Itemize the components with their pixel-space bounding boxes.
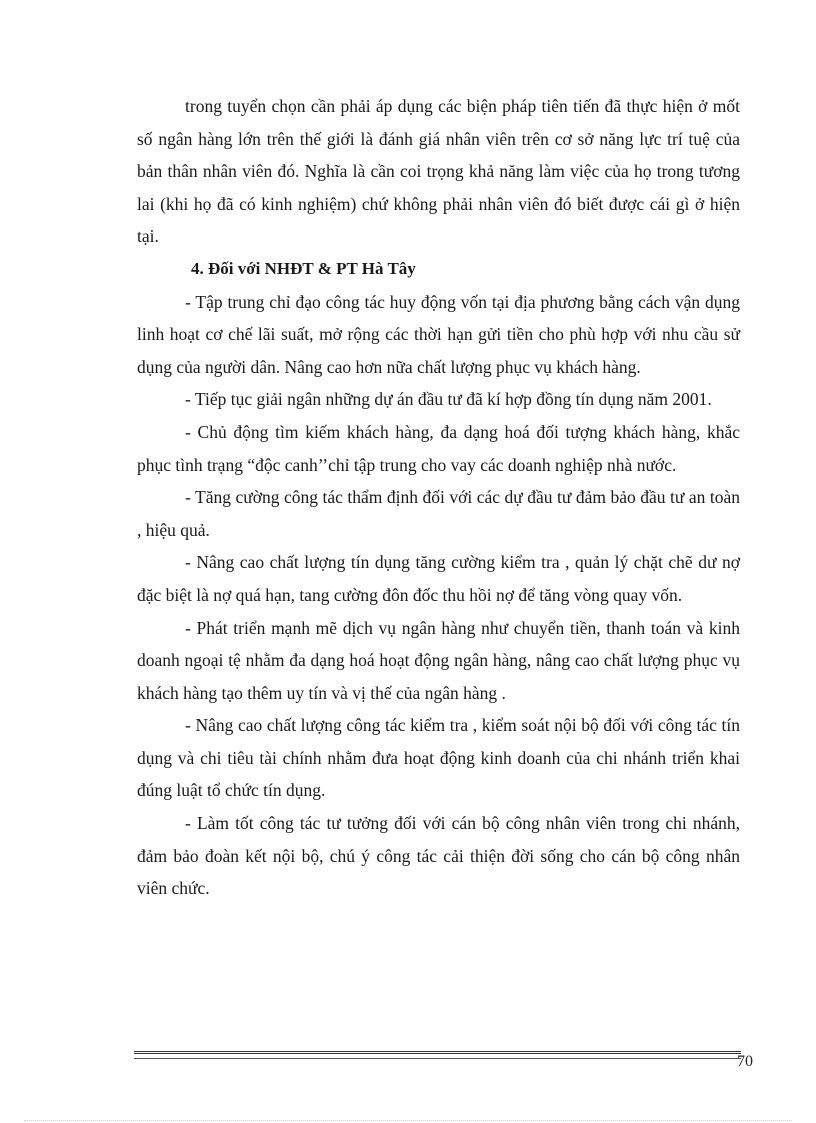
bullet-paragraph: - Nâng cao chất lượng tín dụng tăng cường kiểm tra , quản lý chặt chẽ dư nợ đặc biệt là nợ quá hạn, tang cường đôn đốc thu hồi nợ để tăng vòng quay vốn. xyxy=(137,552,740,605)
footer-divider xyxy=(134,1051,741,1054)
bullet-paragraph: - Chủ động tìm kiếm khách hàng, đa dạng hoá đối tượng khách hàng, khắc phục tình trạng “độc canh’’chỉ tập trung cho vay các doanh nghiệp nhà nước. xyxy=(137,421,740,475)
page-body xyxy=(137,90,740,905)
bullet-paragraph: - Làm tốt công tác tư tưởng đối với cán bộ công nhân viên trong chi nhánh, đảm bảo đoàn kết nội bộ, chú ý công tác cải thiện đời sống cho cán bộ công nhân viên chức. xyxy=(137,813,740,899)
section-heading: 4. Đối với NHĐT & PT Hà Tây xyxy=(191,258,416,278)
footer-divider-thin xyxy=(134,1058,741,1059)
bullet-paragraph: - Tập trung chỉ đạo công tác huy động vốn tại địa phương bằng cách vận dụng linh hoạt cơ chế lãi suất, mở rộng các thời hạn gửi tiền cho phù hợp với nhu cầu sử dụng của người dân. Nâng cao hơn nữa chất lượng phục vụ khách hàng. xyxy=(137,291,740,377)
bullet-paragraph: - Tăng cường công tác thẩm định đối với các dự đầu tư đảm bảo đầu tư an toàn , hiệu quả. xyxy=(137,487,740,540)
bullet-paragraph: - Tiếp tục giải ngân những dự án đầu tư đã kí hợp đồng tín dụng năm 2001. xyxy=(185,389,712,410)
bullet-paragraph: - Phát triển mạnh mẽ dịch vụ ngân hàng như chuyển tiền, thanh toán và kinh doanh ngoại tệ nhằm đa dạng hoá hoạt động ngân hàng, nâng cao chất lượng phục vụ khách hàng tạo thêm uy tín và vị thế của ngân hàng . xyxy=(137,617,740,703)
bullet-paragraph: - Nâng cao chất lượng công tác kiểm tra , kiểm soát nội bộ đối với công tác tín dụng và chi tiêu tài chính nhằm đưa hoạt động kinh doanh của chi nhánh triển khai đúng luật tổ chức tín dụng. xyxy=(137,715,740,801)
page-number: 70 xyxy=(737,1053,753,1070)
intro-paragraph: trong tuyển chọn cần phải áp dụng các biện pháp tiên tiến đã thực hiện ở mốt số ngân hàng lớn trên thế giới là đánh giá nhân viên trên cơ sở năng lực trí tuệ của bản thân nhân viên đó. Nghĩa là cần coi trọng khả năng làm việc của họ trong tương lai (khi họ đã có kinh nghiệm) chứ không phải nhân viên đó biết được cái gì ở hiện tại. xyxy=(137,96,740,247)
page-edge-divider xyxy=(24,1120,792,1121)
